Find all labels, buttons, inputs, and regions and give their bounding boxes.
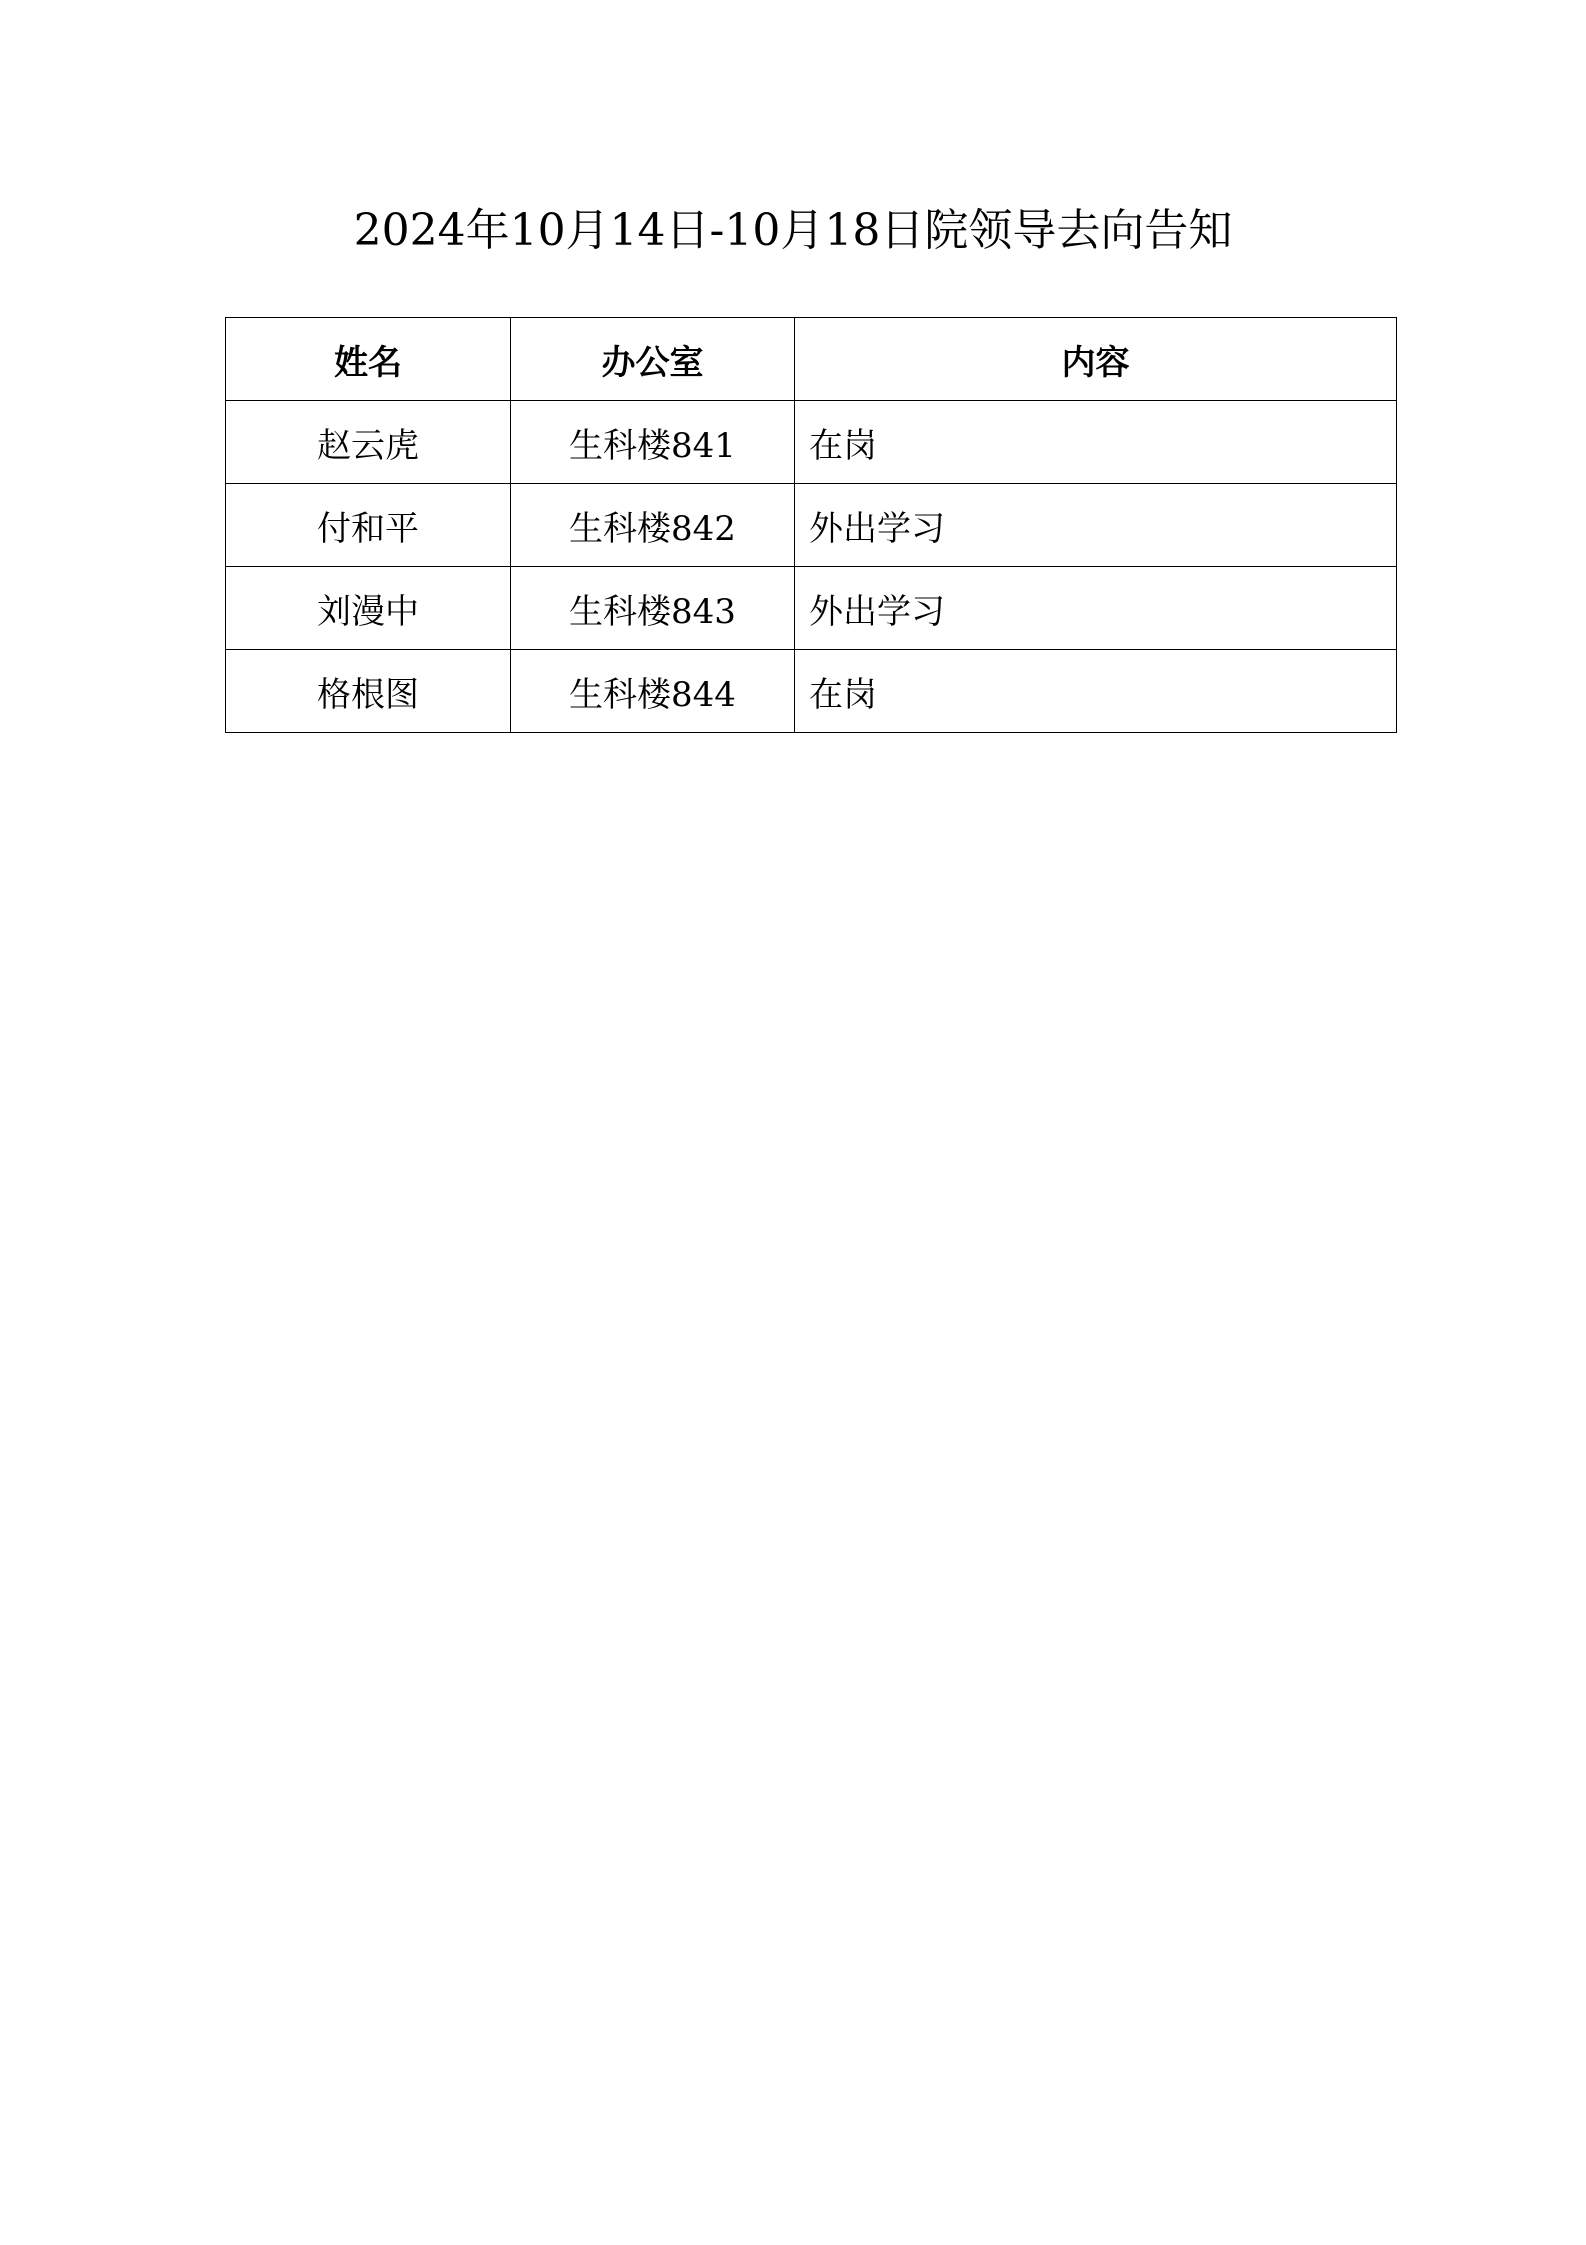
cell-name: 付和平 xyxy=(226,484,511,567)
cell-name: 赵云虎 xyxy=(226,401,511,484)
table-row xyxy=(226,484,1397,567)
cell-office: 生科楼841 xyxy=(511,401,795,484)
cell-content: 在岗 xyxy=(795,650,1397,733)
table-row xyxy=(226,401,1397,484)
cell-office: 生科楼843 xyxy=(511,567,795,650)
table-row xyxy=(226,650,1397,733)
cell-content: 外出学习 xyxy=(795,484,1397,567)
cell-office: 生科楼842 xyxy=(511,484,795,567)
leader-whereabouts-table xyxy=(225,317,1397,733)
column-header-content: 内容 xyxy=(795,318,1397,401)
cell-name: 格根图 xyxy=(226,650,511,733)
table-header-row xyxy=(226,318,1397,401)
cell-office: 生科楼844 xyxy=(511,650,795,733)
column-header-name: 姓名 xyxy=(226,318,511,401)
column-header-office: 办公室 xyxy=(511,318,795,401)
page-title: 2024年10月14日-10月18日院领导去向告知 xyxy=(353,205,1233,256)
cell-content: 外出学习 xyxy=(795,567,1397,650)
table-row xyxy=(226,567,1397,650)
cell-name: 刘漫中 xyxy=(226,567,511,650)
cell-content: 在岗 xyxy=(795,401,1397,484)
